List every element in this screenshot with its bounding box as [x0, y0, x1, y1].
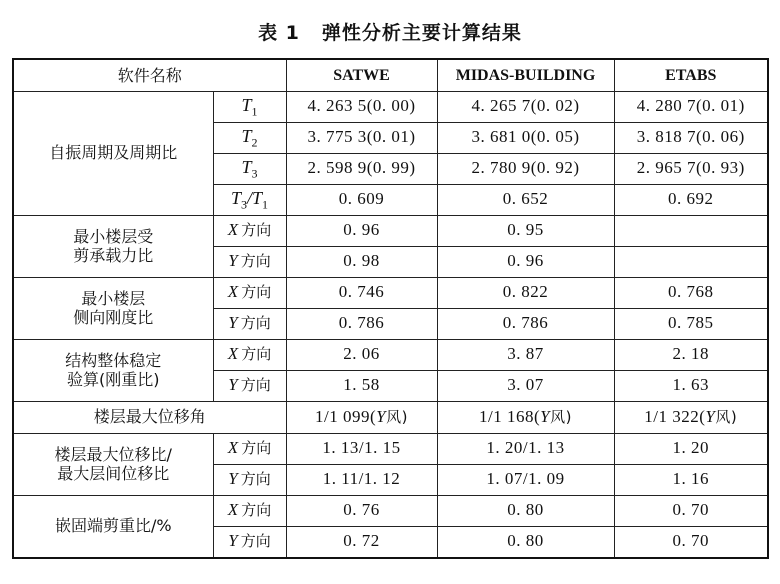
- table-row: [13, 215, 768, 246]
- cell-value: 1. 07/1. 09: [437, 464, 614, 495]
- cell-value-empty: [614, 215, 768, 246]
- row-label-t3-t1: $T_3/T_1$: [213, 184, 286, 215]
- cell-value: 3. 775 3(0. 01): [286, 122, 437, 153]
- cell-value: 0. 96: [437, 246, 614, 277]
- cell-value: 0. 746: [286, 277, 437, 308]
- row-label-t3: $T_3$: [213, 153, 286, 184]
- cell-value: 4. 280 7(0. 01): [614, 91, 768, 122]
- cell-value: 0. 609: [286, 184, 437, 215]
- base-shear-label: 嵌固端剪重比/%: [13, 495, 213, 558]
- header-row: [13, 59, 768, 91]
- table-caption: 弹性分析主要计算结果: [321, 22, 522, 44]
- table-row: [13, 495, 768, 526]
- direction-x-label: X 方向: [213, 433, 286, 464]
- shear-ratio-label: 最小楼层受 剪承载力比: [13, 215, 213, 277]
- cell-value-empty: [614, 246, 768, 277]
- cell-value: 0. 72: [286, 526, 437, 558]
- table-row: [13, 339, 768, 370]
- row-label-t2: $T_2$: [213, 122, 286, 153]
- cell-value: 0. 76: [286, 495, 437, 526]
- cell-value: 1/1 168(Y风): [437, 401, 614, 433]
- col-header-etabs: ETABS: [614, 59, 768, 91]
- cell-value: 2. 965 7(0. 93): [614, 153, 768, 184]
- table-row: [13, 401, 768, 433]
- cell-value: 0. 785: [614, 308, 768, 339]
- cell-value: 0. 786: [286, 308, 437, 339]
- cell-value: 0. 80: [437, 495, 614, 526]
- cell-value: 1. 11/1. 12: [286, 464, 437, 495]
- cell-value: 3. 681 0(0. 05): [437, 122, 614, 153]
- cell-value: 1/1 322(Y风): [614, 401, 768, 433]
- software-name-header: 软件名称: [13, 59, 286, 91]
- direction-y-label: Y 方向: [213, 370, 286, 401]
- direction-y-label: Y 方向: [213, 246, 286, 277]
- cell-value: 3. 87: [437, 339, 614, 370]
- cell-value: 0. 692: [614, 184, 768, 215]
- direction-x-label: X 方向: [213, 495, 286, 526]
- table-row: [13, 433, 768, 464]
- cell-value: 0. 822: [437, 277, 614, 308]
- cell-value: 1. 58: [286, 370, 437, 401]
- stability-label: 结构整体稳定 验算(刚重比): [13, 339, 213, 401]
- cell-value: 2. 06: [286, 339, 437, 370]
- col-header-midas: MIDAS-BUILDING: [437, 59, 614, 91]
- cell-value: 0. 768: [614, 277, 768, 308]
- cell-value: 1. 13/1. 15: [286, 433, 437, 464]
- cell-value: 2. 780 9(0. 92): [437, 153, 614, 184]
- displacement-ratio-label: 楼层最大位移比/ 最大层间位移比: [13, 433, 213, 495]
- cell-value: 4. 263 5(0. 00): [286, 91, 437, 122]
- row-label-t1: $T_1$: [213, 91, 286, 122]
- cell-value: 0. 652: [437, 184, 614, 215]
- cell-value: 0. 70: [614, 495, 768, 526]
- cell-value: 1. 16: [614, 464, 768, 495]
- direction-x-label: X 方向: [213, 277, 286, 308]
- cell-value: 4. 265 7(0. 02): [437, 91, 614, 122]
- cell-value: 1. 20/1. 13: [437, 433, 614, 464]
- cell-value: 1. 20: [614, 433, 768, 464]
- results-table: [12, 58, 769, 559]
- col-header-satwe: SATWE: [286, 59, 437, 91]
- cell-value: 1. 63: [614, 370, 768, 401]
- stiffness-ratio-label: 最小楼层 侧向刚度比: [13, 277, 213, 339]
- cell-value: 0. 786: [437, 308, 614, 339]
- drift-angle-label: 楼层最大位移角: [13, 401, 286, 433]
- cell-value: 0. 98: [286, 246, 437, 277]
- direction-x-label: X 方向: [213, 339, 286, 370]
- direction-y-label: Y 方向: [213, 526, 286, 558]
- direction-x-label: X 方向: [213, 215, 286, 246]
- cell-value: 0. 95: [437, 215, 614, 246]
- period-group-label: 自振周期及周期比: [13, 91, 213, 215]
- direction-y-label: Y 方向: [213, 308, 286, 339]
- table-row: [13, 91, 768, 122]
- direction-y-label: Y 方向: [213, 464, 286, 495]
- cell-value: 1/1 099(Y风): [286, 401, 437, 433]
- cell-value: 0. 80: [437, 526, 614, 558]
- cell-value: 0. 70: [614, 526, 768, 558]
- cell-value: 3. 818 7(0. 06): [614, 122, 768, 153]
- table-title: [0, 18, 780, 45]
- cell-value: 0. 96: [286, 215, 437, 246]
- table-number: 表 1: [258, 22, 300, 44]
- cell-value: 2. 18: [614, 339, 768, 370]
- cell-value: 3. 07: [437, 370, 614, 401]
- table-row: [13, 277, 768, 308]
- cell-value: 2. 598 9(0. 99): [286, 153, 437, 184]
